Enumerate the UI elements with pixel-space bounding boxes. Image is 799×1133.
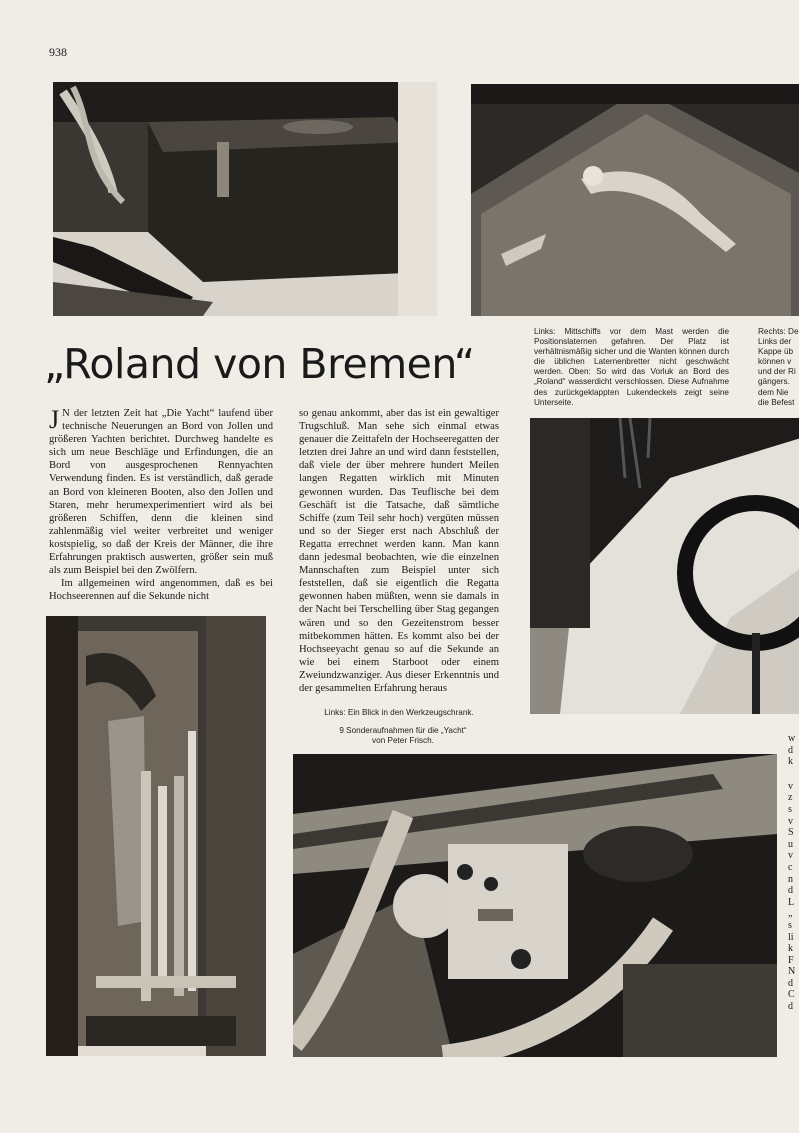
fragment: d — [788, 744, 793, 756]
photo-credit: 9 Sonderaufnahmen für die „Yacht“ von Peter Frisch. — [339, 726, 467, 746]
fragment: k — [788, 943, 793, 955]
fragment: k — [788, 756, 793, 768]
caption-line: können v — [758, 357, 792, 367]
fragment: C — [788, 989, 795, 1001]
photo-lifebuoy — [530, 418, 799, 714]
fragment: d — [788, 885, 793, 897]
caption-line: und der Ri — [758, 367, 796, 377]
fragment: N — [788, 966, 796, 978]
article-column-2 — [299, 407, 499, 695]
drop-cap: J — [49, 405, 60, 434]
fragment: u — [788, 838, 793, 850]
fragment: „ — [788, 908, 793, 920]
photo-position-lantern — [53, 82, 437, 316]
caption-right-cut — [758, 327, 799, 408]
right-edge-fragments — [788, 733, 799, 1013]
fragment: v — [788, 780, 793, 792]
photo-hatch — [471, 84, 799, 316]
caption-line: dem Nie — [758, 387, 789, 397]
caption-line: Rechts: De — [758, 327, 799, 336]
paragraph: so genau ankommt, aber das ist ein gewaltiger Trugschluß. Man sehe sich einmal etwas genauer die Zeittafeln der Hochseeregatten der letzten drei Jahre an und wird dann feststellen, daß viele der über mehrere hundert Meilen langen Regatten wirklich mit Minuten gewonnen wurden. Das Teuflische bei dem Geschäft ist die Tatsache, daß sämtliche Schiffe (zum Teil sehr hoch) vergüten müssen und so der Sieger erst nach Abschluß der Regatta errechnet werden kann. Man kann dann jedesmal beobachten, wie die einzelnen Mannschaften zum Beispiel unter sich feststellen, daß sie eigentlich die Regatta gewonnen haben müßten, wenn sie damals in der Nacht bei Terschelling über Stag gegangen wären und so den Gezeitenstrom besser mitbekommen hätten. Es kommt also bei der Hochseeyacht genau so auf die Sekunde an wie bei einem Starboot oder einem Zweiundzwanziger. Aus dieser Erkenntnis und der gesammelten Erfahrung heraus — [299, 408, 499, 694]
fragment: F — [788, 954, 794, 966]
caption-line: Links der — [758, 337, 792, 347]
lifebuoy-photo-graphic — [530, 418, 799, 714]
caption-tool-cabinet: Links: Ein Blick in den Werkzeugschrank. — [324, 708, 474, 717]
fragment: d — [788, 977, 793, 989]
fragment: S — [788, 827, 794, 839]
article-column-1 — [49, 407, 273, 603]
caption-line: die Befest — [758, 397, 795, 407]
caption-line: gängers. — [758, 377, 790, 387]
caption-lantern-hatch: Links: Mittschiffs vor dem Mast werden die Positionslaternen gefahren. Der Platz ist verhältnismäßig sicher und die Wanten können durch die üblichen Laternenbretter nicht geschwächt werden. Oben: So wird das Vorluk an Bord des „Roland“ wasserdicht verschlossen. Diese Aufnahme des zurückgeklappten Lukendeckels zeigt seine Unterseite. — [534, 327, 729, 407]
photo-tool-cabinet — [46, 616, 266, 1056]
fragment: v — [788, 850, 793, 862]
article-title: „Roland von Bremen“ — [44, 340, 475, 388]
page-number: 938 — [49, 45, 67, 59]
paragraph: Im allgemeinen wird angenommen, daß es bei Hochseerennen auf die Sekunde nicht — [49, 578, 273, 603]
fragment: s — [788, 803, 792, 815]
radio-panel-photo-graphic — [293, 754, 777, 1057]
fragment: v — [788, 815, 793, 827]
fragment: s — [788, 919, 792, 931]
tool-cabinet-photo-graphic — [46, 616, 266, 1056]
paragraph: N der letzten Zeit hat „Die Yacht“ laufend über technische Neuerungen an Bord von Jollen und größeren Yachten berichtet. Durchweg handelte es sich um neue Beschläge und Erfindungen, die an Bord von ausgesprochenen Rennyachten Verwendung finden. Es ist verständlich, daß gerade an Bord von kleineren Booten, also den Jollen und Staren, mehr herumexperimentiert wird als bei größeren Schiffen, denn die kleinen sind zahlenmäßig viel weiter verbreitet und weniger kostspielig, so daß der Kreis der Männer, die ihre Erfahrungen praktisch auswerten, größer sein muß als zum Beispiel bei den Zwölfern. — [49, 408, 273, 577]
fragment: c — [788, 861, 793, 873]
fragment: d — [788, 1001, 793, 1013]
hatch-photo-graphic — [471, 84, 799, 316]
fragment: n — [788, 873, 793, 885]
fragment: w — [788, 733, 796, 744]
caption-line: Kappe üb — [758, 347, 794, 357]
lantern-photo-graphic — [53, 82, 437, 316]
fragment: li — [788, 931, 794, 943]
fragment: z — [788, 792, 793, 804]
photo-radio-panel — [293, 754, 777, 1057]
fragment: L — [788, 896, 795, 908]
